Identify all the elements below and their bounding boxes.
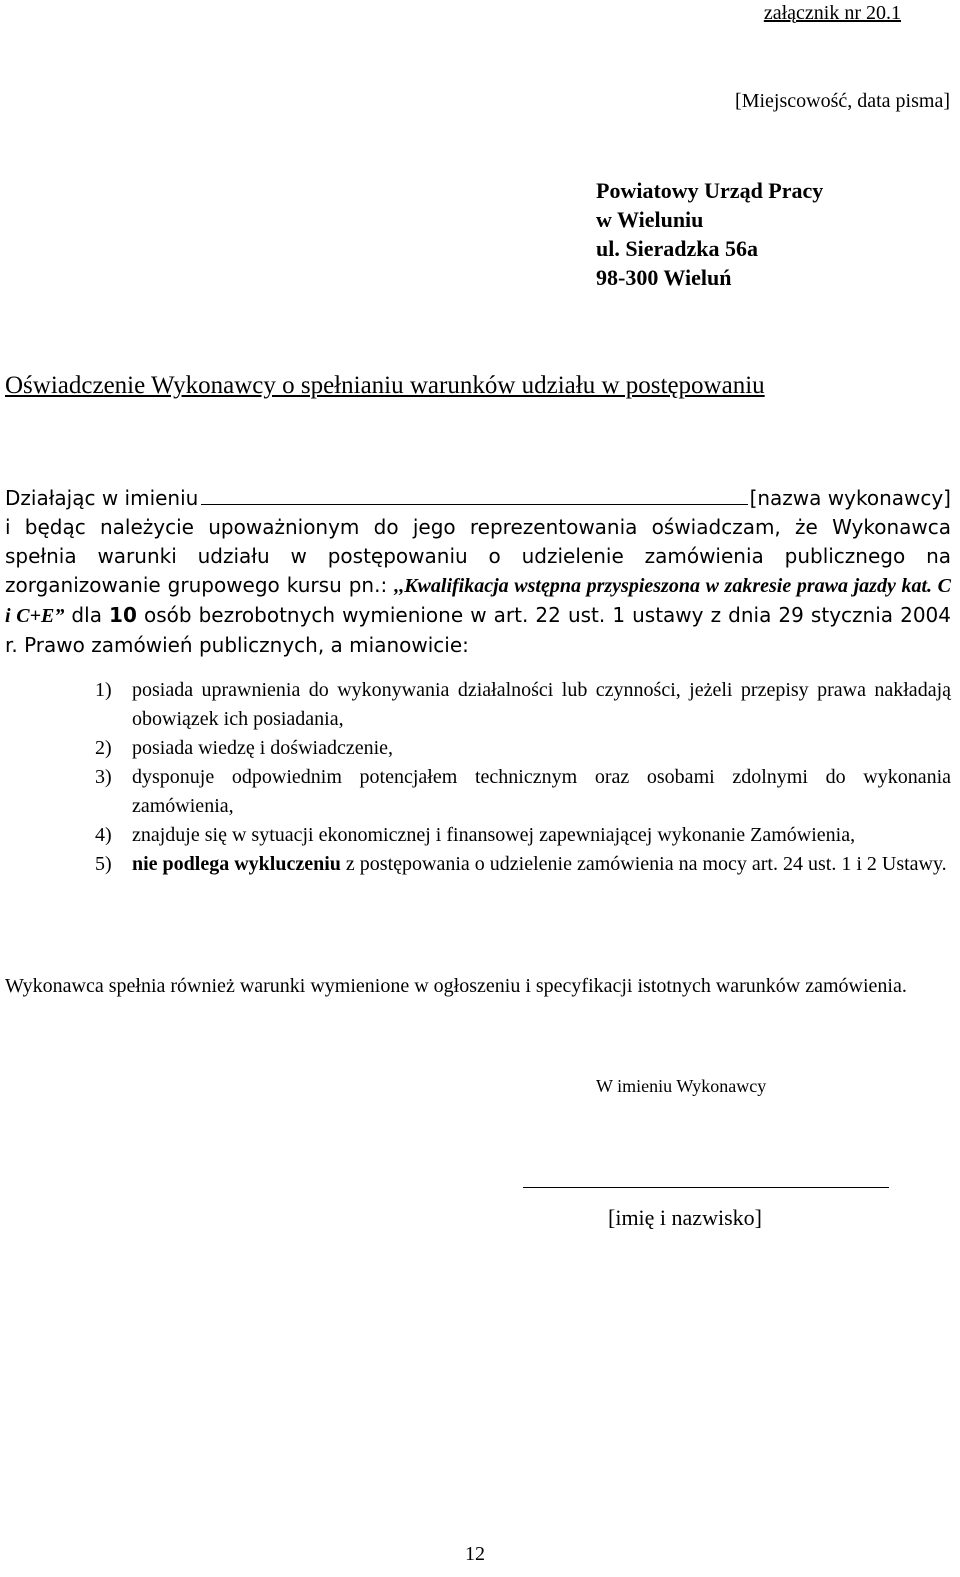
signature-line[interactable]	[523, 1187, 889, 1188]
list-item	[95, 763, 951, 821]
contractor-name-blank[interactable]	[201, 482, 747, 505]
statement-text-3: osób bezrobotnych wymienione w art. 22 ust. 1 ustawy z dnia 29 stycznia 2004 r. Prawo zamówień publicznych, a mianowicie:	[5, 603, 951, 657]
recipient-address	[596, 176, 823, 292]
list-item	[95, 676, 951, 734]
list-item-text	[132, 850, 951, 879]
statement-text-2: dla	[64, 603, 110, 627]
list-item-text: dysponuje odpowiednim potencjałem technicznym oraz osobami zdolnymi do wykonania zamówienia,	[132, 766, 951, 817]
list-item-text: znajduje się w sytuacji ekonomicznej i finansowej zapewniającej wykonanie Zamówienia,	[132, 824, 856, 846]
course-name: ,,Kwalifikacja wstępna przyspieszona w zakresie prawa jazdy kat. C i C+E”	[5, 575, 951, 627]
list-item-number: 5)	[95, 853, 112, 875]
list-item-text: posiada uprawnienia do wykonywania działalności lub czynności, jeżeli przepisy prawa nakładają obowiązek ich posiadania,	[132, 679, 951, 730]
list-item-number: 3)	[95, 766, 112, 788]
recipient-line-2: w Wieluniu	[596, 207, 704, 232]
list-item	[95, 821, 951, 850]
exclusion-text: z postępowania o udzielenie zamówienia na mocy art. 24 ust. 1 i 2 Ustawy.	[340, 853, 947, 875]
statement-text	[5, 513, 951, 660]
recipient-line-3: ul. Sieradzka 56a	[596, 236, 758, 261]
contractor-name-placeholder: [nazwa wykonawcy]	[749, 486, 951, 510]
conditions-list	[95, 676, 951, 879]
signature-label: W imieniu Wykonawcy	[596, 1076, 767, 1096]
signature-name-placeholder: [imię i nazwisko]	[608, 1205, 762, 1230]
attachment-number: załącznik nr 20.1	[763, 2, 901, 24]
recipient-line-4: 98-300 Wieluń	[596, 265, 732, 290]
page-number: 12	[465, 1543, 485, 1565]
contractor-line	[5, 482, 951, 513]
list-item-text: posiada wiedzę i doświadczenie,	[132, 737, 394, 759]
document-title: Oświadczenie Wykonawcy o spełnianiu warunków udziału w postępowaniu	[5, 372, 765, 399]
acting-on-behalf-label: Działając w imieniu	[5, 486, 199, 510]
statement-text-1: i będąc należycie upoważnionym do jego reprezentowania oświadczam, że Wykonawca spełnia warunki udziału w postępowaniu o udzielenie zamówienia publicznego na zorganizowanie grupowego kursu pn.:	[5, 515, 951, 597]
recipient-line-1: Powiatowy Urząd Pracy	[596, 178, 824, 203]
list-item-number: 1)	[95, 679, 112, 701]
place-date-placeholder: [Miejscowość, data pisma]	[735, 90, 950, 112]
list-item	[95, 734, 951, 763]
list-item	[95, 850, 951, 879]
persons-count: 10	[109, 603, 137, 627]
list-item-number: 4)	[95, 824, 112, 846]
statement-paragraph	[5, 482, 951, 660]
exclusion-emphasis: nie podlega wykluczeniu	[132, 853, 341, 875]
list-item-number: 2)	[95, 737, 112, 759]
closing-paragraph: Wykonawca spełnia również warunki wymienione w ogłoszeniu i specyfikacji istotnych warunków zamówienia.	[5, 975, 907, 997]
